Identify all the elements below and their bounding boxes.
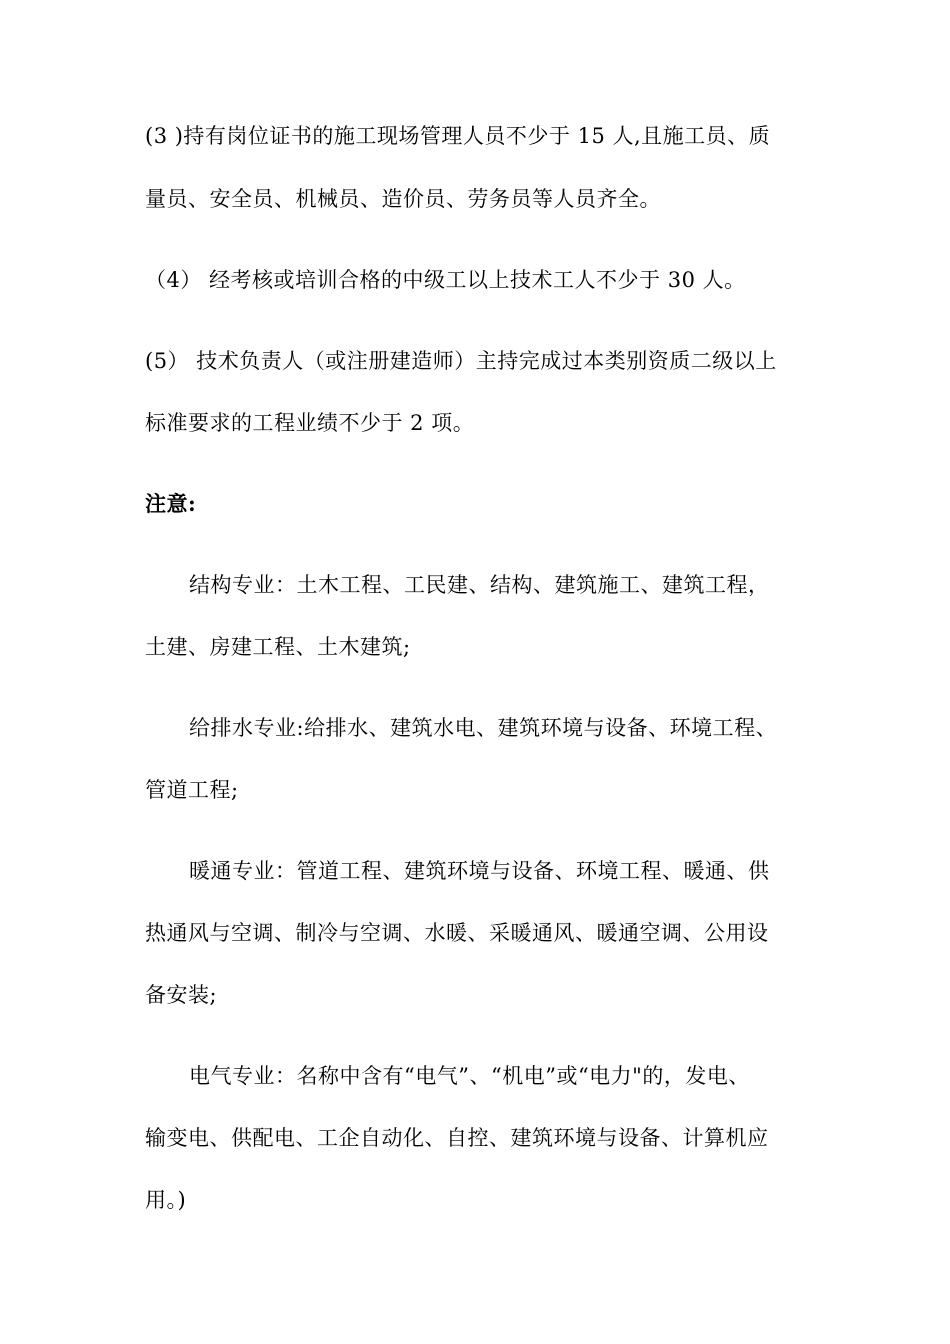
- structure-line1: 结构专业：土木工程、工民建、结构、建筑施工、建筑工程，: [189, 573, 770, 597]
- plumbing-line1: 给排水专业:给排水、建筑水电、建筑环境与设备、环境工程、: [189, 716, 778, 740]
- item5-line1: (5） 技术负责人（或注册建造师）主持完成过本类别资质二级以上: [145, 349, 777, 373]
- electrical-line2: 输变电、供配电、工企自动化、自控、建筑环境与设备、计算机应: [145, 1126, 769, 1150]
- item4-line1: （4） 经考核或培训合格的中级工以上技术工人不少于 30 人。: [145, 268, 746, 292]
- hvac-line3: 备安装;: [145, 983, 218, 1007]
- item3-line1: (3 )持有岗位证书的施工现场管理人员不少于 15 人,且施工员、质: [145, 124, 771, 148]
- electrical-line1: 电气专业：名称中含有“电气”、“机电”或“电力"的，发电、: [189, 1064, 750, 1088]
- plumbing-line2: 管道工程;: [145, 778, 239, 802]
- note-heading: 注意:: [145, 491, 197, 516]
- item5-line2: 标准要求的工程业绩不少于 2 项。: [145, 411, 475, 435]
- item3-line2: 量员、安全员、机械员、造价员、劳务员等人员齐全。: [145, 187, 661, 211]
- hvac-line2: 热通风与空调、制冷与空调、水暖、采暖通风、暖通空调、公用设: [145, 921, 769, 945]
- hvac-line1: 暖通专业：管道工程、建筑环境与设备、环境工程、暖通、供: [189, 859, 770, 883]
- structure-line2: 土建、房建工程、土木建筑;: [145, 635, 411, 659]
- electrical-line3: 用。): [145, 1188, 187, 1212]
